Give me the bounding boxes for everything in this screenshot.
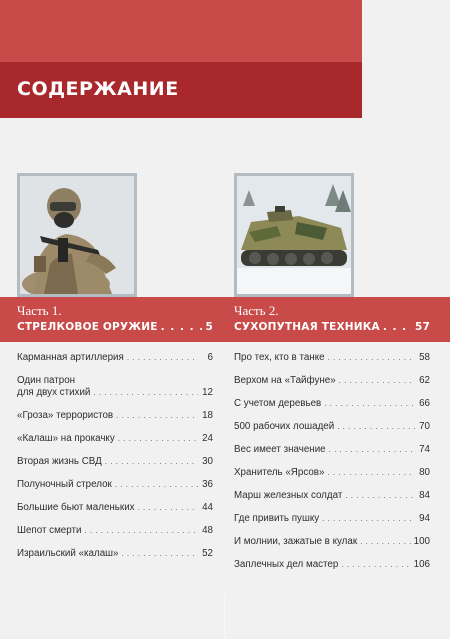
section-header-1[interactable]	[17, 303, 213, 333]
leader-dots	[383, 321, 412, 333]
leader-dots	[84, 525, 198, 537]
toc-entry[interactable]	[17, 375, 213, 399]
toc-entry-title: Один патрон для двух стихий	[17, 375, 91, 398]
toc-entry[interactable]	[17, 352, 213, 364]
toc-entry-page: 24	[202, 433, 213, 444]
toc-entry-title: Израильский «калаш»	[17, 548, 119, 559]
toc-entry-page: 18	[202, 410, 213, 421]
section-headers-bar	[0, 297, 450, 342]
section-page-number: 5	[205, 321, 213, 333]
section-part-label: Часть 2.	[234, 303, 279, 318]
toc-entry-page: 58	[419, 352, 430, 363]
toc-entry-title: Марш железных солдат	[234, 490, 343, 501]
toc-entry[interactable]	[17, 525, 213, 537]
section-title: СТРЕЛКОВОЕ ОРУЖИЕ	[17, 321, 158, 333]
leader-dots	[127, 352, 198, 364]
leader-dots	[324, 398, 415, 410]
toc-entry-title: Карманная артиллерия	[17, 352, 124, 363]
toc-entry-page: 44	[202, 502, 213, 513]
soldier-image	[20, 176, 134, 294]
toc-entry-page: 80	[419, 467, 430, 478]
toc-list-part-2	[234, 352, 430, 582]
toc-entry[interactable]	[234, 513, 430, 525]
leader-dots	[138, 502, 198, 514]
toc-entry[interactable]	[234, 352, 430, 364]
toc-entry[interactable]	[17, 456, 213, 468]
vehicle-photo	[234, 173, 354, 297]
toc-entry-title: Большие бьют маленьких	[17, 502, 135, 513]
toc-list-part-1	[17, 352, 213, 571]
section-title: СУХОПУТНАЯ ТЕХНИКА	[234, 321, 380, 333]
toc-entry[interactable]	[234, 536, 430, 548]
leader-dots	[161, 321, 203, 333]
toc-entry-title: Шепот смерти	[17, 525, 82, 536]
toc-entry-title: Хранитель «Ярсов»	[234, 467, 325, 478]
toc-entry-page: 66	[419, 398, 430, 409]
toc-entry-page: 74	[419, 444, 430, 455]
toc-entry-page: 12	[202, 387, 213, 398]
toc-entry-page: 100	[413, 536, 430, 547]
leader-dots	[339, 375, 415, 387]
page-title: СОДЕРЖАНИЕ	[17, 78, 179, 100]
leader-dots	[329, 444, 415, 456]
leader-dots	[93, 387, 198, 399]
leader-dots	[115, 479, 198, 491]
toc-entry-page: 94	[419, 513, 430, 524]
toc-entry-title: Про тех, кто в танке	[234, 352, 325, 363]
leader-dots	[327, 467, 415, 479]
toc-entry[interactable]	[17, 433, 213, 445]
leader-dots	[322, 513, 415, 525]
toc-entry[interactable]	[234, 559, 430, 571]
leader-dots	[345, 490, 415, 502]
toc-entry-page: 70	[419, 421, 430, 432]
section-page-number: 57	[414, 321, 430, 333]
leader-dots	[360, 536, 411, 548]
toc-entry-title: «Калаш» на прокачку	[17, 433, 115, 444]
toc-entry-page: 62	[419, 375, 430, 386]
toc-entry-page: 48	[202, 525, 213, 536]
leader-dots	[105, 456, 198, 468]
toc-entry[interactable]	[234, 444, 430, 456]
leader-dots	[116, 410, 198, 422]
toc-entry-title: Заплечных дел мастер	[234, 559, 339, 570]
toc-entry-page: 30	[202, 456, 213, 467]
toc-entry[interactable]	[17, 502, 213, 514]
toc-entry-title: Полуночный стрелок	[17, 479, 112, 490]
toc-entry-title: С учетом деревьев	[234, 398, 322, 409]
toc-entry-page: 6	[207, 352, 213, 363]
vehicle-image	[237, 176, 351, 294]
section-divider	[224, 594, 225, 639]
toc-entry-title: «Гроза» террористов	[17, 410, 114, 421]
leader-dots	[328, 352, 415, 364]
toc-entry-page: 106	[413, 559, 430, 570]
toc-entry[interactable]	[234, 398, 430, 410]
toc-entry-title: И молнии, зажатые в кулак	[234, 536, 358, 547]
toc-entry-page: 84	[419, 490, 430, 501]
leader-dots	[121, 548, 198, 560]
leader-dots	[118, 433, 198, 445]
toc-entry-title: Вторая жизнь СВД	[17, 456, 102, 467]
leader-dots	[341, 559, 410, 571]
toc-entry[interactable]	[234, 375, 430, 387]
toc-entry-page: 36	[202, 479, 213, 490]
toc-entry[interactable]	[234, 421, 430, 433]
toc-entry[interactable]	[17, 548, 213, 560]
soldier-photo	[17, 173, 137, 297]
section-part-label: Часть 1.	[17, 303, 62, 318]
toc-entry[interactable]	[234, 467, 430, 479]
leader-dots	[337, 421, 415, 433]
header-top-band	[0, 0, 362, 62]
toc-entry[interactable]	[17, 410, 213, 422]
toc-entry-title: Вес имеет значение	[234, 444, 326, 455]
toc-entry-title: Верхом на «Тайфуне»	[234, 375, 336, 386]
toc-entry[interactable]	[17, 479, 213, 491]
toc-entry[interactable]	[234, 490, 430, 502]
section-header-2[interactable]	[234, 303, 430, 333]
toc-entry-page: 52	[202, 548, 213, 559]
toc-entry-title: 500 рабочих лошадей	[234, 421, 335, 432]
toc-entry-title: Где привить пушку	[234, 513, 320, 524]
